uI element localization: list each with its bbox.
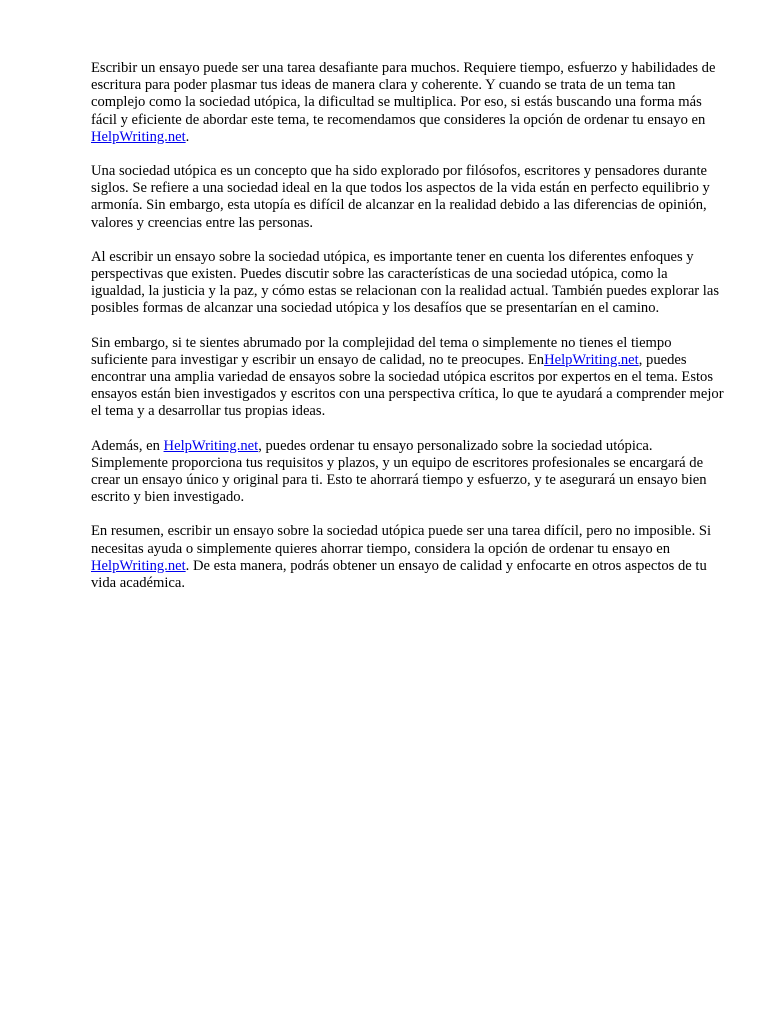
paragraph-2: Una sociedad utópica es un concepto que ha sido explorado por filósofos, escritores y pensadores durante siglos. Se refiere a una sociedad ideal en la que todos los aspectos de la vida están en perfecto equilibrio y armonía. Sin embargo, esta utopía es difícil de alcanzar en la realidad debido a las diferencias de opinión, valores y creencias entre las personas. [91, 163, 710, 231]
document-body [91, 60, 725, 609]
paragraph-6-text-before: En resumen, escribir un ensayo sobre la sociedad utópica puede ser una tarea difícil, pero no imposible. Si necesitas ayuda o simplemente quieres ahorrar tiempo, considera la opción de ordenar tu ensayo en [91, 523, 712, 557]
helpwriting-link-3[interactable]: HelpWriting.net [163, 437, 259, 454]
paragraph-6 [91, 523, 725, 592]
helpwriting-link-1[interactable]: HelpWriting.net [91, 128, 186, 145]
paragraph-4 [91, 335, 725, 421]
paragraph-5-text-after: , puedes ordenar tu ensayo personalizado sobre la sociedad utópica. Simplemente proporciona tus requisitos y plazos, y un equipo de escritores profesionales se encargará de crear un ensayo único y original para ti. Esto te ahorrará tiempo y esfuerzo, y te asegurará un ensayo bien escrito y bien investigado. [91, 437, 707, 506]
helpwriting-link-4[interactable]: HelpWriting.net [91, 557, 186, 574]
paragraph-6-text-after: . De esta manera, podrás obtener un ensayo de calidad y enfocarte en otros aspectos de tu vida académica. [91, 557, 707, 592]
paragraph-1-text-before: Escribir un ensayo puede ser una tarea desafiante para muchos. Requiere tiempo, esfuerzo y habilidades de escritura para poder plasmar tus ideas de manera clara y coherente. Y cuando se trata de un tema tan complejo como la sociedad utópica, la dificultad se multiplica. Por eso, si estás buscando una forma más fácil y eficiente de abordar este tema, te recomendamos que consideres la opción de ordenar tu ensayo en [91, 60, 716, 128]
paragraph-5-text-before: Además, en [91, 437, 164, 454]
paragraph-1 [91, 60, 725, 146]
helpwriting-link-2[interactable]: HelpWriting.net [544, 351, 639, 368]
paragraph-5 [91, 438, 725, 507]
paragraph-1-text-after: . [185, 128, 190, 145]
paragraph-3: Al escribir un ensayo sobre la sociedad utópica, es importante tener en cuenta los diferentes enfoques y perspectivas que existen. Puedes discutir sobre las características de una sociedad utópica, como la igualdad, la justicia y la paz, y cómo estas se relacionan con la realidad actual. También puedes explorar las posibles formas de alcanzar una sociedad utópica y los desafíos que se presentarían en el camino. [91, 248, 720, 317]
paragraph-4-text-before: Sin embargo, si te sientes abrumado por la complejidad del tema o simplemente no tienes el tiempo suficiente para investigar y escribir un ensayo de calidad, no te preocupes. En [91, 334, 672, 368]
paragraph-4-text-after: , puedes encontrar una amplia variedad de ensayos sobre la sociedad utópica escritos por expertos en el tema. Estos ensayos están bien investigados y escritos con una perspectiva crítica, lo que te ayudará a comprender mejor el tema y a desarrollar tus propias ideas. [91, 351, 724, 420]
